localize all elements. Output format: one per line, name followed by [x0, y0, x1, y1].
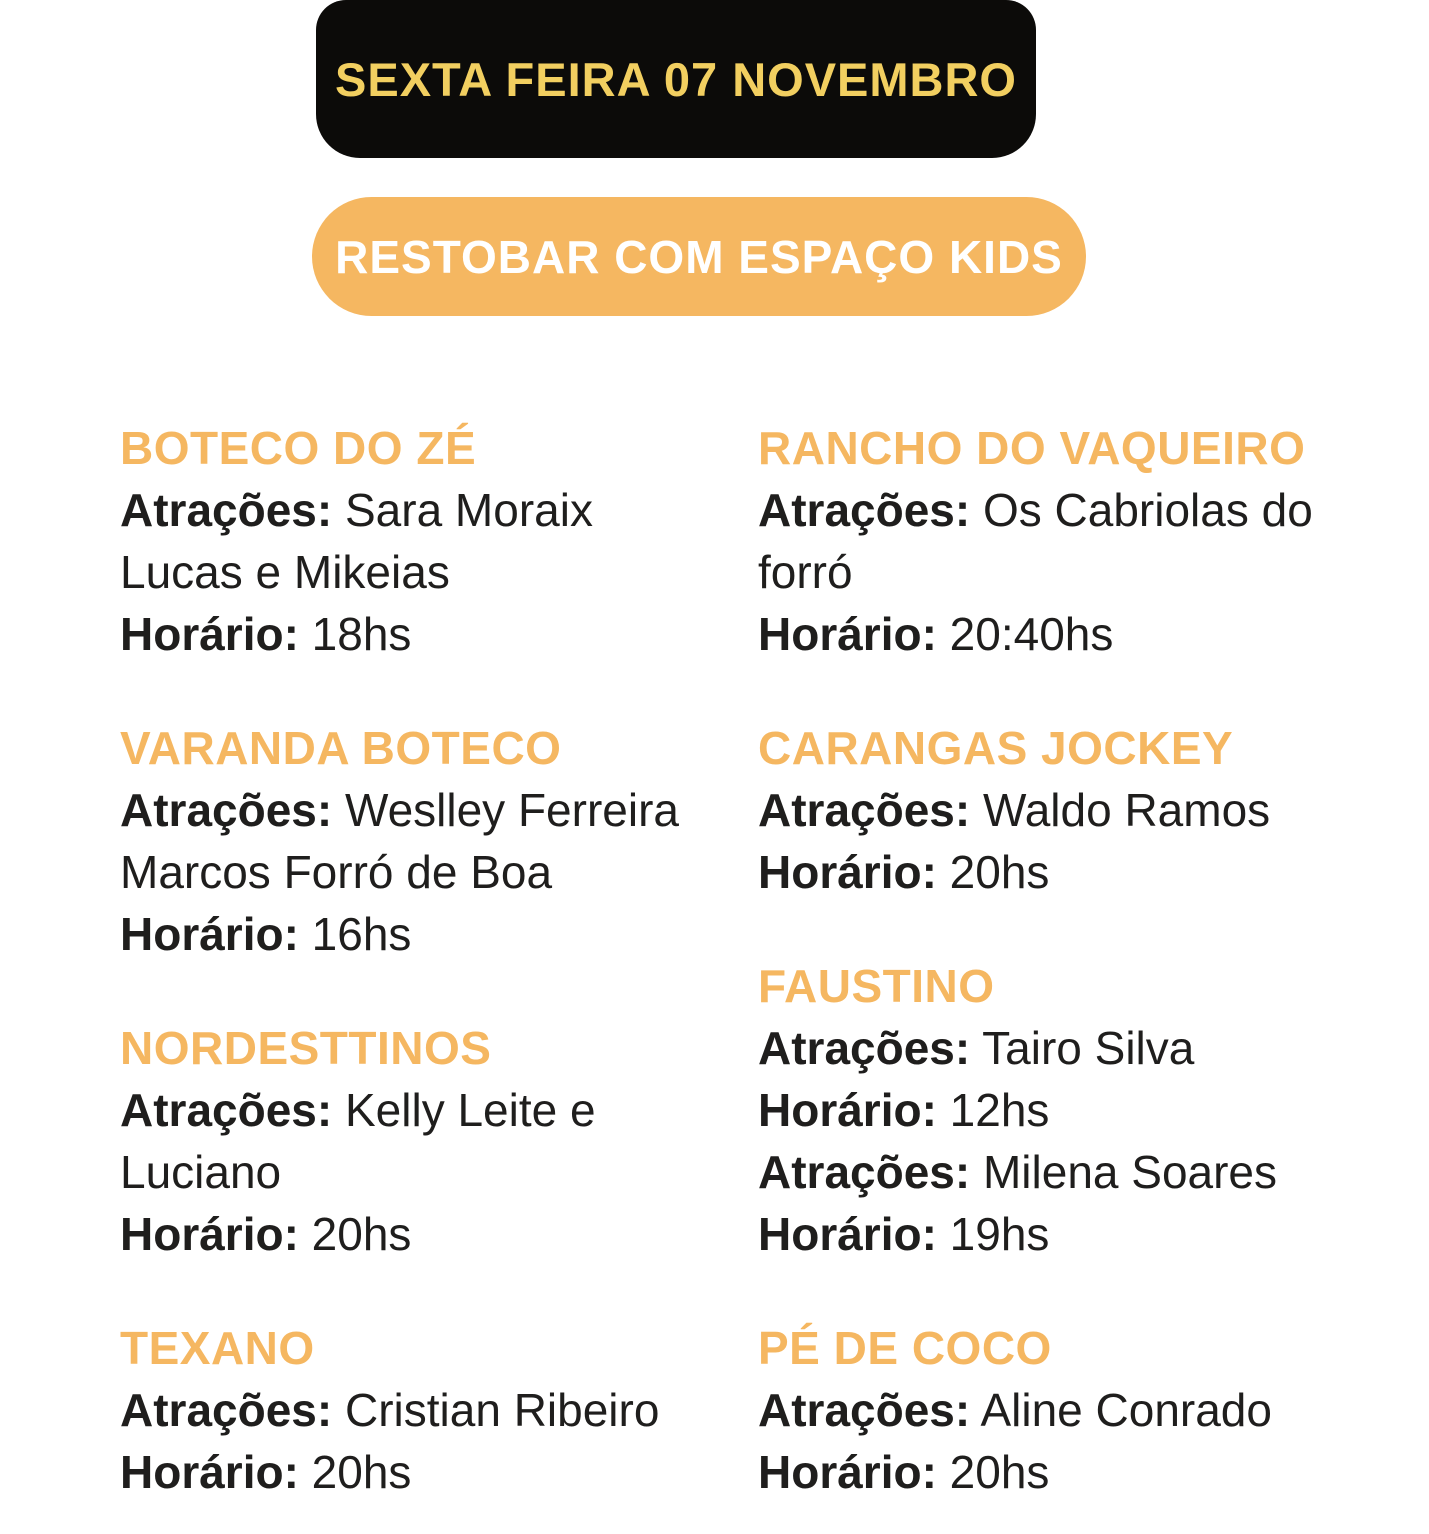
venue-section — [758, 955, 1358, 1265]
schedule-column-right — [758, 417, 1358, 1503]
attractions-value: Cristian Ribeiro — [332, 1384, 660, 1436]
venue-section — [758, 1317, 1358, 1503]
date-banner — [316, 0, 1036, 158]
time-value: 16hs — [298, 908, 412, 960]
venue-name: CARANGAS JOCKEY — [758, 722, 1234, 774]
time-value: 20hs — [936, 846, 1050, 898]
attractions-value: Waldo Ramos — [970, 784, 1271, 836]
venue-name: BOTECO DO ZÉ — [120, 422, 477, 474]
time-value: 12hs — [936, 1084, 1050, 1136]
schedule-columns — [0, 417, 1429, 1503]
time-label: Horário: — [758, 608, 937, 660]
time-value: 18hs — [298, 608, 412, 660]
time-value: 20hs — [936, 1446, 1050, 1498]
venue-name: RANCHO DO VAQUEIRO — [758, 422, 1306, 474]
time-label: Horário: — [758, 1446, 937, 1498]
date-banner-text: SEXTA FEIRA 07 NOVEMBRO — [335, 52, 1017, 106]
venue-name: FAUSTINO — [758, 960, 995, 1012]
attractions-value: Aline Conrado — [970, 1384, 1272, 1436]
venue-attractions-line — [120, 779, 720, 903]
venue-time-line — [758, 1203, 1358, 1265]
venue-section — [120, 717, 720, 965]
venue-time-line — [120, 1203, 720, 1265]
attractions-label: Atrações: — [120, 484, 333, 536]
time-label: Horário: — [758, 1208, 937, 1260]
venue-attractions-line — [758, 779, 1358, 841]
venue-section — [758, 717, 1358, 903]
venue-name: VARANDA BOTECO — [120, 722, 562, 774]
attractions-label: Atrações: — [758, 784, 971, 836]
time-value: 20:40hs — [936, 608, 1114, 660]
attractions-label: Atrações: — [120, 1384, 333, 1436]
time-label: Horário: — [120, 908, 299, 960]
schedule-column-left — [120, 417, 720, 1503]
time-value: 19hs — [936, 1208, 1050, 1260]
attractions-value: Kelly Leite e Luciano — [120, 1084, 596, 1198]
time-value: 20hs — [298, 1446, 412, 1498]
attractions-value: Weslley Ferreira Marcos Forró de Boa — [120, 784, 679, 898]
attractions-value: Sara Moraix Lucas e Mikeias — [120, 484, 593, 598]
attractions-label: Atrações: — [120, 1084, 333, 1136]
venue-attractions-line — [758, 1141, 1358, 1203]
venue-time-line — [120, 1441, 720, 1503]
time-label: Horário: — [120, 1208, 299, 1260]
time-label: Horário: — [758, 1084, 937, 1136]
venue-time-line — [120, 903, 720, 965]
venue-section — [120, 1317, 720, 1503]
attractions-label: Atrações: — [758, 484, 971, 536]
venue-name: PÉ DE COCO — [758, 1322, 1052, 1374]
venue-type-banner — [312, 197, 1086, 316]
venue-section — [758, 417, 1358, 665]
time-label: Horário: — [120, 1446, 299, 1498]
venue-time-line — [758, 1079, 1358, 1141]
venue-attractions-line — [120, 479, 720, 603]
time-value: 20hs — [298, 1208, 412, 1260]
venue-attractions-line — [120, 1079, 720, 1203]
venue-time-line — [120, 603, 720, 665]
venue-name: NORDESTTINOS — [120, 1022, 492, 1074]
attractions-value: Os Cabriolas do forró — [758, 484, 1313, 598]
attractions-label: Atrações: — [758, 1146, 971, 1198]
attractions-label: Atrações: — [120, 784, 333, 836]
venue-attractions-line — [758, 479, 1358, 603]
venue-time-line — [758, 1441, 1358, 1503]
venue-time-line — [758, 841, 1358, 903]
venue-attractions-line — [120, 1379, 720, 1441]
attractions-label: Atrações: — [758, 1384, 971, 1436]
venue-attractions-line — [758, 1379, 1358, 1441]
time-label: Horário: — [758, 846, 937, 898]
venue-name: TEXANO — [120, 1322, 315, 1374]
venue-type-banner-text: RESTOBAR COM ESPAÇO KIDS — [335, 230, 1063, 283]
venue-attractions-line — [758, 1017, 1358, 1079]
attractions-label: Atrações: — [758, 1022, 971, 1074]
time-label: Horário: — [120, 608, 299, 660]
venue-section — [120, 1017, 720, 1265]
attractions-value: Tairo Silva — [970, 1022, 1195, 1074]
venue-section — [120, 417, 720, 665]
venue-time-line — [758, 603, 1358, 665]
attractions-value: Milena Soares — [970, 1146, 1278, 1198]
